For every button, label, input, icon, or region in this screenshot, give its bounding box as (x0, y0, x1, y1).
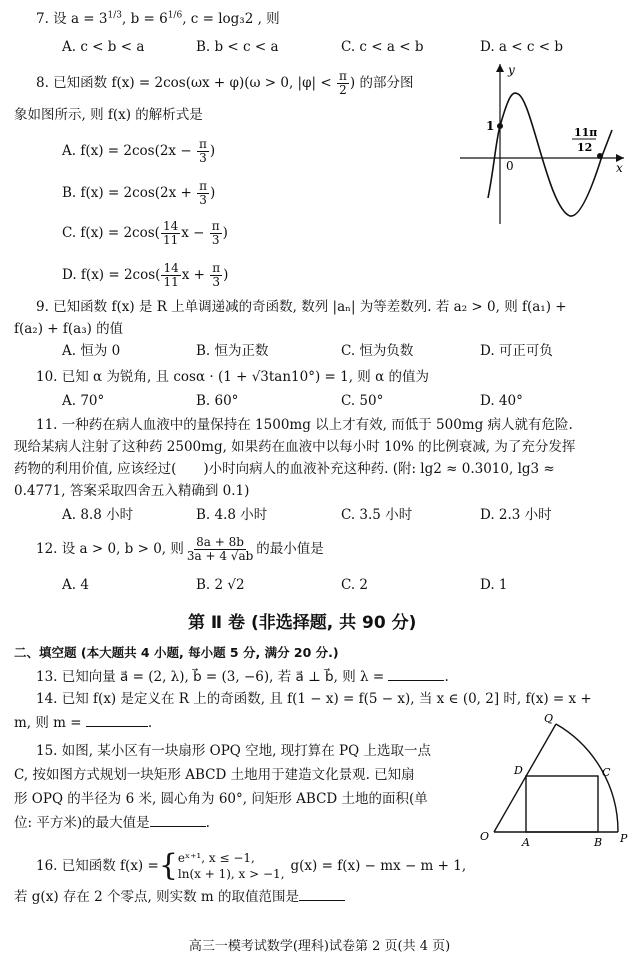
x-label: x (616, 161, 623, 175)
q15-stem-line4: 位: 平方米)的最大值是 . (14, 815, 210, 831)
q12-option-c: C. 2 (341, 577, 369, 593)
q7-stem: 7. 设 $a = 3^{1/3}$, $b = 6^{1/6}$, c = log₃2 , 则 (36, 10, 280, 27)
y-intercept-point (497, 123, 503, 129)
q9-option-a: A. 恒为 0 (62, 343, 121, 359)
y-label: y (508, 63, 515, 77)
q12-option-b: B. 2 √2 (196, 577, 245, 593)
x-tick-label-denominator: 12 (577, 141, 593, 154)
q9-stem-line1: 9. 已知函数 f(x) 是 R 上单调递减的奇函数, 数列 |aₙ| 为等差数列. 若 a₂ > 0, 则 f(a₁) + (36, 299, 567, 315)
q15-answer-blank (150, 826, 206, 827)
q8-option-d: D. f(x) = 2cos( $\frac{14}{11}$ x + $\frac{\pi}{3}$ ) (62, 261, 229, 289)
label-b: B (594, 836, 603, 848)
label-q: Q (544, 712, 554, 725)
q10-option-a: A. 70° (62, 393, 105, 409)
q11-stem-line3: 药物的利用价值, 应该经过( )小时向病人的血液补充这种药. (附: lg2 ≈ 0.3010, lg3 ≈ (14, 461, 555, 477)
q14-answer-blank (86, 726, 148, 727)
y-tick-label: 1 (486, 119, 495, 133)
q16-case2: ln(x + 1), x > −1, (177, 867, 285, 881)
section2-header: 二、填空题 (本大题共 4 小题, 每小题 5 分, 满分 20 分.) (14, 645, 339, 660)
q14-stem-line1: 14. 已知 f(x) 是定义在 R 上的奇函数, 且 f(1 − x) = f(5 − x), 当 x ∈ (0, 2] 时, f(x) = x + (36, 691, 592, 707)
q11-option-b: B. 4.8 小时 (196, 507, 268, 523)
q13-stem: 13. 已知向量 a⃗ = (2, λ), b⃗ = (3, −6), 若 a⃗ ⊥ b⃗, 则 λ = . (36, 669, 449, 685)
q9-option-b: B. 恒为正数 (196, 343, 269, 359)
q15-stem-line2: C, 按如图方式规划一块矩形 ABCD 土地用于建造文化景观. 已知扇 (14, 767, 415, 783)
q8-option-a: A. f(x) = 2cos(2x − $\frac{\pi}{3}$ ) (62, 137, 216, 165)
q16-stem-line2: 若 g(x) 存在 2 个零点, 则实数 m 的取值范围是 (14, 888, 345, 906)
q12-stem: 12. 设 a > 0, b > 0, 则 $\frac{8a + 8b}{3a + 4 √ab}$ 的最小值是 (36, 535, 324, 563)
part2-title: 第 Ⅱ 卷 (非选择题, 共 90 分) (188, 613, 417, 633)
q16-stem: 16. 已知函数 f(x) = { eˣ⁺¹, x ≤ −1, ln(x + 1), x > −1, g(x) = f(x) − mx − m + 1, (36, 848, 467, 883)
q9-option-c: C. 恒为负数 (341, 343, 414, 359)
q12-option-a: A. 4 (62, 577, 89, 593)
q8-option-b: B. f(x) = 2cos(2x + $\frac{\pi}{3}$ ) (62, 179, 216, 207)
q12-option-d: D. 1 (480, 577, 508, 593)
label-o: O (480, 830, 490, 843)
q15-stem-line3: 形 OPQ 的半径为 6 米, 圆心角为 60°, 问矩形 ABCD 土地的面积(单 (14, 791, 428, 807)
q7-option-a: A. c < b < a (62, 39, 145, 55)
zero-point (597, 153, 603, 159)
q10-option-b: B. 60° (196, 393, 239, 409)
y-axis-arrow (496, 64, 504, 72)
q16-answer-blank (299, 900, 345, 901)
q8-cosine-graph (452, 58, 632, 230)
page-footer: 高三一模考试数学(理科)试卷第 2 页(共 4 页) (188, 939, 451, 954)
origin-label: 0 (506, 159, 514, 173)
cosine-curve (488, 93, 612, 216)
q8-stem-line1: 8. 已知函数 f(x) = 2cos(ωx + φ)(ω > 0, |φ| < $\frac{\pi}{2}$ ) 的部分图 (36, 69, 414, 97)
q11-option-c: C. 3.5 小时 (341, 507, 413, 523)
q13-answer-blank (388, 680, 444, 681)
q11-stem-line1: 11. 一种药在病人血液中的量保持在 1500mg 以上才有效, 而低于 500mg 病人就有危险. (36, 417, 573, 433)
q8-stem-line2: 象如图所示, 则 f(x) 的解析式是 (14, 107, 203, 123)
q11-stem-line4: 0.4771, 答案采取四舍五入精确到 0.1) (14, 483, 250, 499)
q11-option-d: D. 2.3 小时 (480, 507, 552, 523)
q7-option-b: B. b < c < a (196, 39, 279, 55)
q8-option-c: C. f(x) = 2cos( $\frac{14}{11}$ x − $\frac{\pi}{3}$ ) (62, 219, 228, 247)
label-p: P (620, 832, 628, 845)
q15-sector-figure (478, 708, 634, 848)
q11-stem-line2: 现给某病人注射了这种药 2500mg, 如果药在血液中以每小时 10% 的比例衰减, 为了充分发挥 (14, 439, 576, 455)
q10-option-d: D. 40° (480, 393, 523, 409)
q9-stem-line2: f(a₂) + f(a₃) 的值 (14, 321, 124, 337)
q7-option-c: C. c < a < b (341, 39, 424, 55)
q14-stem-line2: m, 则 m = . (14, 715, 153, 731)
q10-stem: 10. 已知 α 为锐角, 且 cosα · (1 + √3tan10°) = 1, 则 α 的值为 (36, 369, 430, 385)
q7-option-d: D. a < c < b (480, 39, 563, 55)
q15-stem-line1: 15. 如图, 某小区有一块扇形 OPQ 空地, 现打算在 PQ 上选取一点 (36, 743, 431, 759)
q16-brace: { (158, 848, 178, 883)
q10-option-c: C. 50° (341, 393, 384, 409)
q16-case1: eˣ⁺¹, x ≤ −1, (177, 851, 255, 865)
x-tick-label-numerator: 11π (574, 126, 598, 139)
q11-option-a: A. 8.8 小时 (62, 507, 134, 523)
label-d: D (514, 764, 523, 777)
rectangle-abcd (526, 776, 598, 832)
radius-oq (494, 724, 556, 832)
label-a: A (522, 836, 530, 848)
label-c: C (602, 766, 611, 779)
q9-option-d: D. 可正可负 (480, 343, 553, 359)
